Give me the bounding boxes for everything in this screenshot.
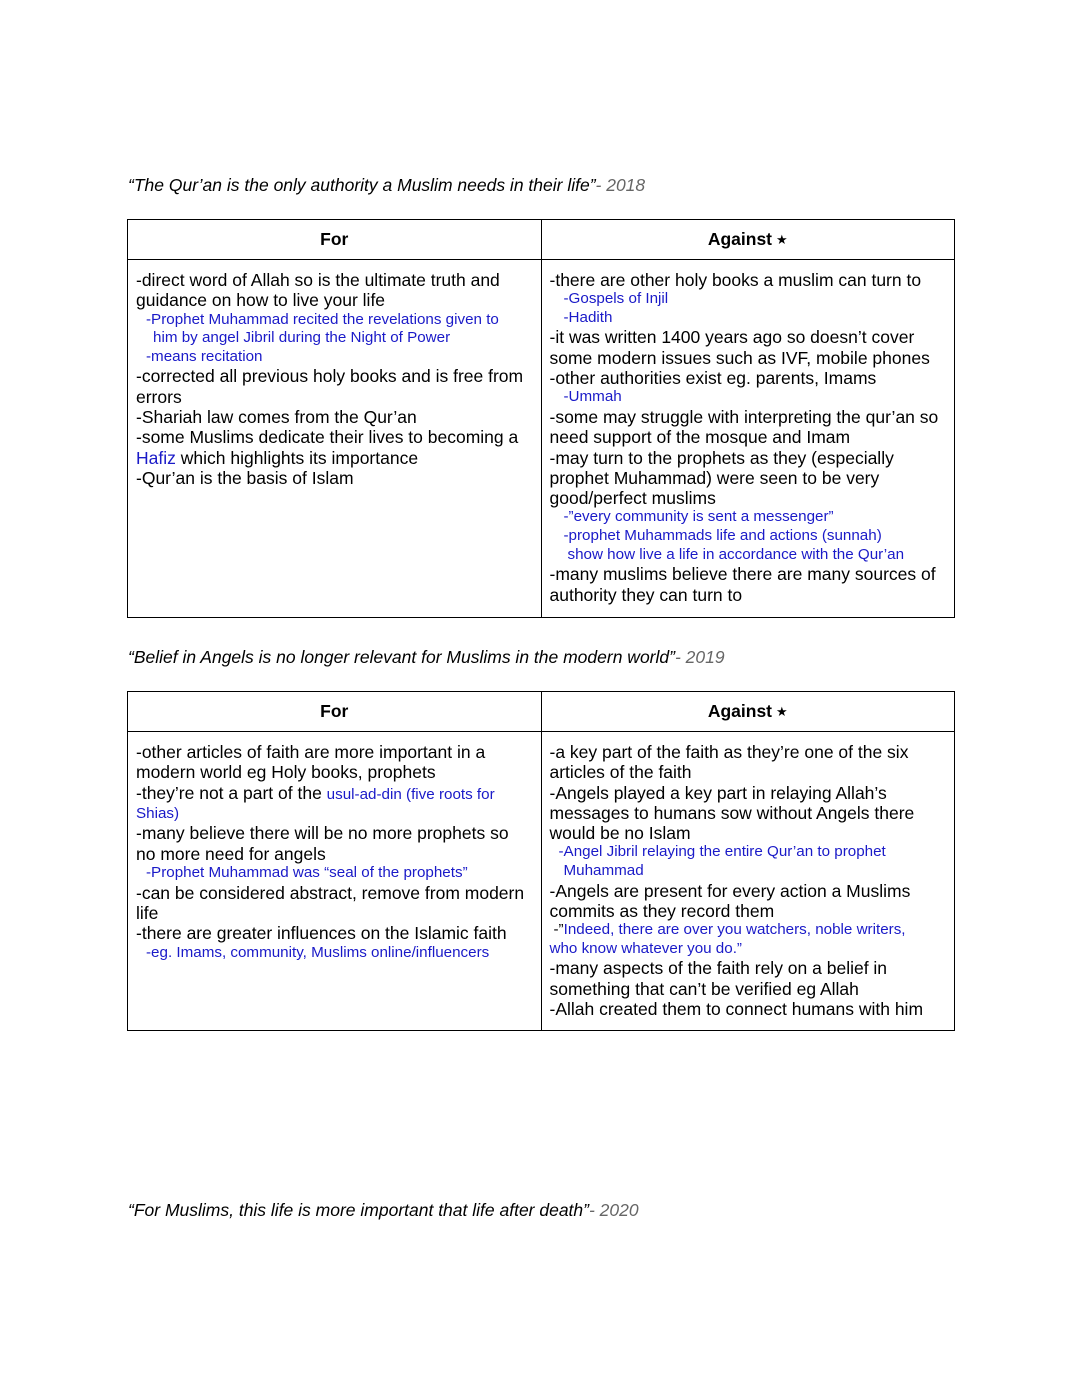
essay-question-2019 [128,647,725,668]
blue-note: who know whatever you do.” [549,939,742,957]
blue-note: -means recitation [146,347,263,365]
text-line: -many aspects of the faith rely on a belief in [549,958,888,979]
text-line: -can be considered abstract, remove from modern [136,882,525,903]
text-line: -other authorities exist eg. parents, Imams [549,368,877,389]
text-line: -many muslims believe there are many sources of [549,564,936,585]
blue-note: -Hadith [563,308,613,326]
text-line: need support of the mosque and Imam [549,427,851,448]
text-line: -there are greater influences on the Islamic faith [136,923,507,944]
hafiz-term: Hafiz [136,447,176,468]
text-line: no more need for angels [136,843,326,864]
text-line: -there are other holy books a muslim can turn to [549,270,922,290]
star-icon: ★ [776,704,788,719]
against-cell [541,732,955,1031]
text-line: -direct word of Allah so is the ultimate truth and [136,270,500,290]
text-line: would be no Islam [549,823,691,844]
text-line: -many believe there will be no more prophets so [136,823,509,844]
usul-ad-din-term: usul-ad-din (five roots for [326,785,495,803]
essay-question-2020 [128,1200,639,1221]
for-cell [128,732,542,1031]
blue-note: -Angel Jibril relaying the entire Qur’an to prophet [558,843,886,861]
text-line: guidance on how to live your life [136,290,386,311]
text-line: -Angels are present for every action a Muslims [549,880,911,901]
text-line: some modern issues such as IVF, mobile phones [549,347,930,368]
text-line: something that can’t be verified eg Allah [549,978,859,999]
text-line: -corrected all previous holy books and is free from [136,366,524,387]
question-text: “Belief in Angels is no longer relevant for Muslims in the modern world” [128,647,675,667]
text-line: -may turn to the prophets as they (especially [549,447,894,468]
text-line: modern world eg Holy books, prophets [136,762,436,783]
text-line: -it was written 1400 years ago so doesn’t cover [549,327,915,348]
blue-note: -Prophet Muhammad recited the revelations given to [146,310,499,328]
text-line: -Qur’an is the basis of Islam [136,467,354,488]
text-line: errors [136,386,182,407]
blue-note: -Gospels of Injil [563,290,669,308]
blue-note: Muhammad [563,862,644,880]
for-header: For [128,220,542,260]
text-line: articles of the faith [549,762,692,783]
text-line: -Angels played a key part in relaying Allah’s [549,782,887,803]
text-line: Hafiz which highlights its importance [136,447,419,468]
for-cell [128,260,542,618]
against-header: Against ★ [541,220,955,260]
for-header: For [128,692,542,732]
question-year: - 2019 [674,647,725,667]
text-line: commits as they record them [549,900,775,921]
text-line: -other articles of faith are more important in a [136,742,486,762]
for-against-table-2018 [127,219,955,618]
text-line: life [136,902,159,923]
blue-note: Shias) [136,804,180,822]
text-line: -Allah created them to connect humans with him [549,999,924,1020]
blue-note: -prophet Muhammads life and actions (sunnah) [563,527,882,545]
text-line: authority they can turn to [549,584,743,605]
for-against-table-2019 [127,691,955,1031]
blue-note: -Prophet Muhammad was “seal of the prophets” [146,864,468,882]
question-text: “For Muslims, this life is more important that life after death” [128,1200,589,1220]
text-line: -some may struggle with interpreting the qur’an so [549,406,939,427]
blue-note: -”every community is sent a messenger” [563,508,834,526]
blue-note: -Ummah [563,388,622,406]
essay-question-2018 [128,175,645,196]
text-line: prophet Muhammad) were seen to be very [549,467,880,488]
star-icon: ★ [776,232,788,247]
text-line: good/perfect muslims [549,488,716,509]
text-line: -they’re not a part of the usul-ad-din (five roots for [136,782,495,803]
text-line: -some Muslims dedicate their lives to becoming a [136,427,519,448]
blue-note: him by angel Jibril during the Night of Power [153,329,451,347]
blue-note: show how live a life in accordance with the Qur’an [567,545,905,563]
blue-note: -eg. Imams, community, Muslims online/influencers [146,943,490,961]
text-line: -Shariah law comes from the Qur’an [136,406,417,427]
text-line: -a key part of the faith as they’re one of the six [549,742,909,762]
question-year: - 2018 [595,175,646,195]
blue-note: -”Indeed, there are over you watchers, noble writers, [553,921,906,939]
text-line: messages to humans sow without Angels there [549,802,915,823]
question-text: “The Qur’an is the only authority a Muslim needs in their life” [128,175,596,195]
question-year: - 2020 [588,1200,639,1220]
against-cell [541,260,955,618]
against-header: Against ★ [541,692,955,732]
